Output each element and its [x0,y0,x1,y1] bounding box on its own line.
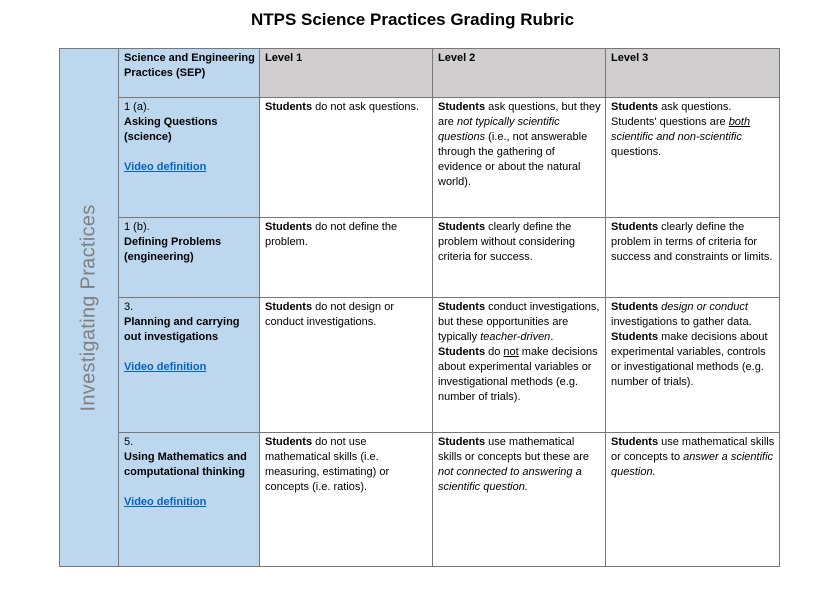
practice-number: 3. [124,301,134,313]
text-run: scientific and non-scientific [611,131,742,143]
table-row [119,98,780,218]
text-run: Students [265,301,313,313]
video-definition-link[interactable]: Video definition [124,361,207,373]
practice-name: Planning and carrying out investigations [124,316,240,343]
practice-cell [119,298,260,433]
text-run: teacher-driven [480,331,551,343]
level-2-cell: Students clearly define the problem without considering criteria for success. [433,218,606,298]
text-run: Students [438,436,486,448]
level-1-cell: Students do not define the problem. [260,218,433,298]
category-label: Investigating Practices [77,204,100,411]
level-3-cell: Students clearly define the problem in terms of criteria for success and constraints or limits. [606,218,780,298]
text-run: both [728,116,751,128]
practice-number: 5. [124,436,134,448]
text-run: Students [265,221,313,233]
category-sidebar [59,48,119,567]
text-run: Students [265,436,313,448]
video-definition-link[interactable]: Video definition [124,496,207,508]
text-run: not typically scientific questions [438,116,560,143]
practice-cell [119,98,260,218]
text-run: Students [611,301,659,313]
level-2-cell: Students use mathematical skills or concepts but these are not connected to answering a scientific question. [433,433,606,567]
text-run: Students [611,101,659,113]
header-level-3: Level 3 [606,49,780,98]
table-row [119,298,780,433]
text-run: Students [438,301,486,313]
practice-cell [119,433,260,567]
text-run: design or conduct [661,301,748,313]
practice-name: Asking Questions (science) [124,116,218,143]
practice-name: Defining Problems (engineering) [124,236,222,263]
text-run: Students [611,221,659,233]
table-row [119,218,780,298]
page-title: NTPS Science Practices Grading Rubric [250,10,575,29]
level-2-cell: Students ask questions, but they are not typically scientific questions (i.e., not answerable through the gathering of evidence or about the natural world). [433,98,606,218]
level-1-cell: Students do not ask questions. [260,98,433,218]
text-run: Students [611,331,659,343]
text-run: Students [438,346,486,358]
header-level-1: Level 1 [260,49,433,98]
practice-number: 1 (b). [124,221,150,233]
text-run: Students [438,101,486,113]
text-run: Students [265,101,313,113]
table-row [119,433,780,567]
practice-name: Using Mathematics and computational thinking [124,451,247,478]
header-practice: Science and Engineering Practices (SEP) [119,49,260,98]
level-1-cell: Students do not design or conduct investigations. [260,298,433,433]
rubric-table [118,48,780,567]
practice-cell [119,218,260,298]
level-2-cell: Students conduct investigations, but these opportunities are typically teacher-driven. Students do not make decisions about experimental variables or investigational methods (e.g. number of trials). [433,298,606,433]
header-row [119,49,780,98]
practice-number: 1 (a). [124,101,150,113]
header-level-2: Level 2 [433,49,606,98]
level-3-cell: Students ask questions. Students' questions are both scientific and non-scientific questions. [606,98,780,218]
text-run: not [503,346,519,358]
text-run: answer a scientific question. [611,451,774,478]
level-1-cell: Students do not use mathematical skills (i.e. measuring, estimating) or concepts (i.e. ratios). [260,433,433,567]
text-run: not connected to answering a scientific question. [438,466,582,493]
text-run: Students [438,221,486,233]
video-definition-link[interactable]: Video definition [124,161,207,173]
text-run: Students [611,436,659,448]
level-3-cell: Students use mathematical skills or concepts to answer a scientific question. [606,433,780,567]
level-3-cell: Students design or conduct investigations to gather data. Students make decisions about experimental variables, controls or investigational methods (e.g. number of trials). [606,298,780,433]
